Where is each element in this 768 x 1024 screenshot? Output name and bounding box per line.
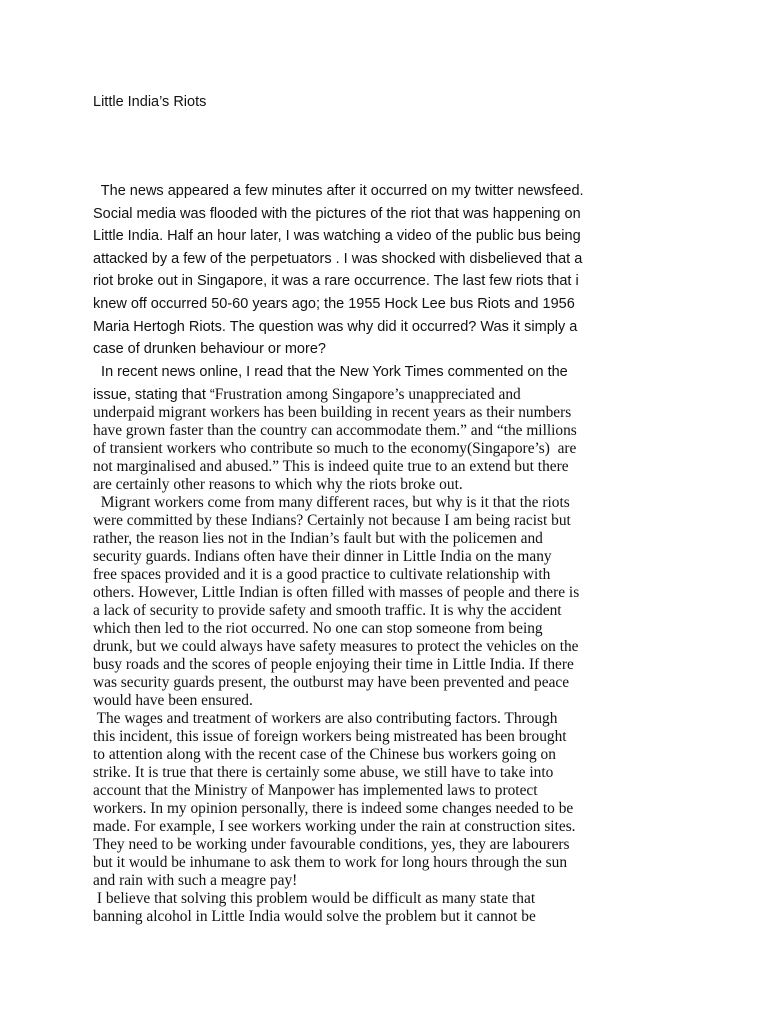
paragraph-line: attacked by a few of the perpetuators . I was shocked with disbelieved that a <box>93 250 583 267</box>
paragraph-line: and rain with such a meagre pay! <box>93 872 298 889</box>
paragraph-line <box>93 384 568 407</box>
paragraph-line: rather, the reason lies not in the Indian’s fault but with the policemen and <box>93 530 543 547</box>
paragraph-line: knew off occurred 50-60 years ago; the 1955 Hock Lee bus Riots and 1956 <box>93 295 575 312</box>
paragraph-line: They need to be working under favourable conditions, yes, they are labourers <box>93 836 570 853</box>
paragraph-line: was security guards present, the outburst may have been prevented and peace <box>93 674 570 691</box>
paragraph-line: others. However, Little Indian is often filled with masses of people and there is <box>93 584 580 601</box>
paragraph-line: of transient workers who contribute so much to the economy(Singapore’s) are <box>93 440 577 457</box>
paragraph-line: security guards. Indians often have their dinner in Little India on the many <box>93 548 552 565</box>
paragraph-1 <box>93 180 584 361</box>
paragraph-line: have grown faster than the country can accommodate them.” and “the millions <box>93 422 577 439</box>
paragraph-5 <box>93 890 536 926</box>
paragraph-line: In recent news online, I read that the New York Times commented on the <box>93 364 568 380</box>
paragraph-line: but it would be inhumane to ask them to work for long hours through the sun <box>93 854 568 871</box>
paragraph-line: Maria Hertogh Riots. The question was why did it occurred? Was it simply a <box>93 318 578 335</box>
paragraph-line: Little India. Half an hour later, I was watching a video of the public bus being <box>93 228 581 245</box>
paragraph-line: made. For example, I see workers working under the rain at construction sites. <box>93 818 576 835</box>
paragraph-line: The wages and treatment of workers are also contributing factors. Through <box>93 710 558 727</box>
paragraph-line: which then led to the riot occurred. No one can stop someone from being <box>93 620 543 637</box>
paragraph-line: a lack of security to provide safety and smooth traffic. It is why the accident <box>93 602 562 619</box>
paragraph-line: drunk, but we could always have safety measures to protect the vehicles on the <box>93 638 579 655</box>
paragraph-line-serif-part: Frustration among Singapore’s unappreciated and <box>214 385 521 403</box>
paragraph-line: case of drunken behaviour or more? <box>93 341 326 358</box>
paragraph-line: The news appeared a few minutes after it occurred on my twitter newsfeed. <box>93 183 584 199</box>
paragraph-line: banning alcohol in Little India would solve the problem but it cannot be <box>93 908 536 925</box>
paragraph-line: I believe that solving this problem would be difficult as many state that <box>93 890 536 907</box>
paragraph-2-intro <box>93 361 568 406</box>
paragraph-3 <box>93 494 579 710</box>
paragraph-line: are certainly other reasons to which why the riots broke out. <box>93 476 463 493</box>
paragraph-2 <box>93 404 577 494</box>
paragraph-line: not marginalised and abused.” This is indeed quite true to an extend but there <box>93 458 569 475</box>
paragraph-line: account that the Ministry of Manpower has implemented laws to protect <box>93 782 538 799</box>
paragraph-line: free spaces provided and it is a good practice to cultivate relationship with <box>93 566 551 583</box>
paragraph-line: workers. In my opinion personally, there is indeed some changes needed to be <box>93 800 574 817</box>
paragraph-line: would have been ensured. <box>93 692 253 709</box>
paragraph-4 <box>93 710 576 890</box>
paragraph-line: busy roads and the scores of people enjoying their time in Little India. If there <box>93 656 574 673</box>
paragraph-line: riot broke out in Singapore, it was a rare occurrence. The last few riots that i <box>93 273 579 290</box>
paragraph-line: to attention along with the recent case of the Chinese bus workers going on <box>93 746 556 763</box>
paragraph-line: strike. It is true that there is certainly some abuse, we still have to take into <box>93 764 554 781</box>
document-title: Little India’s Riots <box>93 94 207 110</box>
paragraph-line: this incident, this issue of foreign workers being mistreated has been brought <box>93 728 567 745</box>
paragraph-line: underpaid migrant workers has been building in recent years as their numbers <box>93 404 572 421</box>
paragraph-line: were committed by these Indians? Certainly not because I am being racist but <box>93 512 571 529</box>
paragraph-line: Migrant workers come from many different races, but why is it that the riots <box>93 494 570 511</box>
paragraph-line-sans-part: issue, stating that “ <box>93 386 215 403</box>
paragraph-line: Social media was flooded with the pictures of the riot that was happening on <box>93 205 581 222</box>
